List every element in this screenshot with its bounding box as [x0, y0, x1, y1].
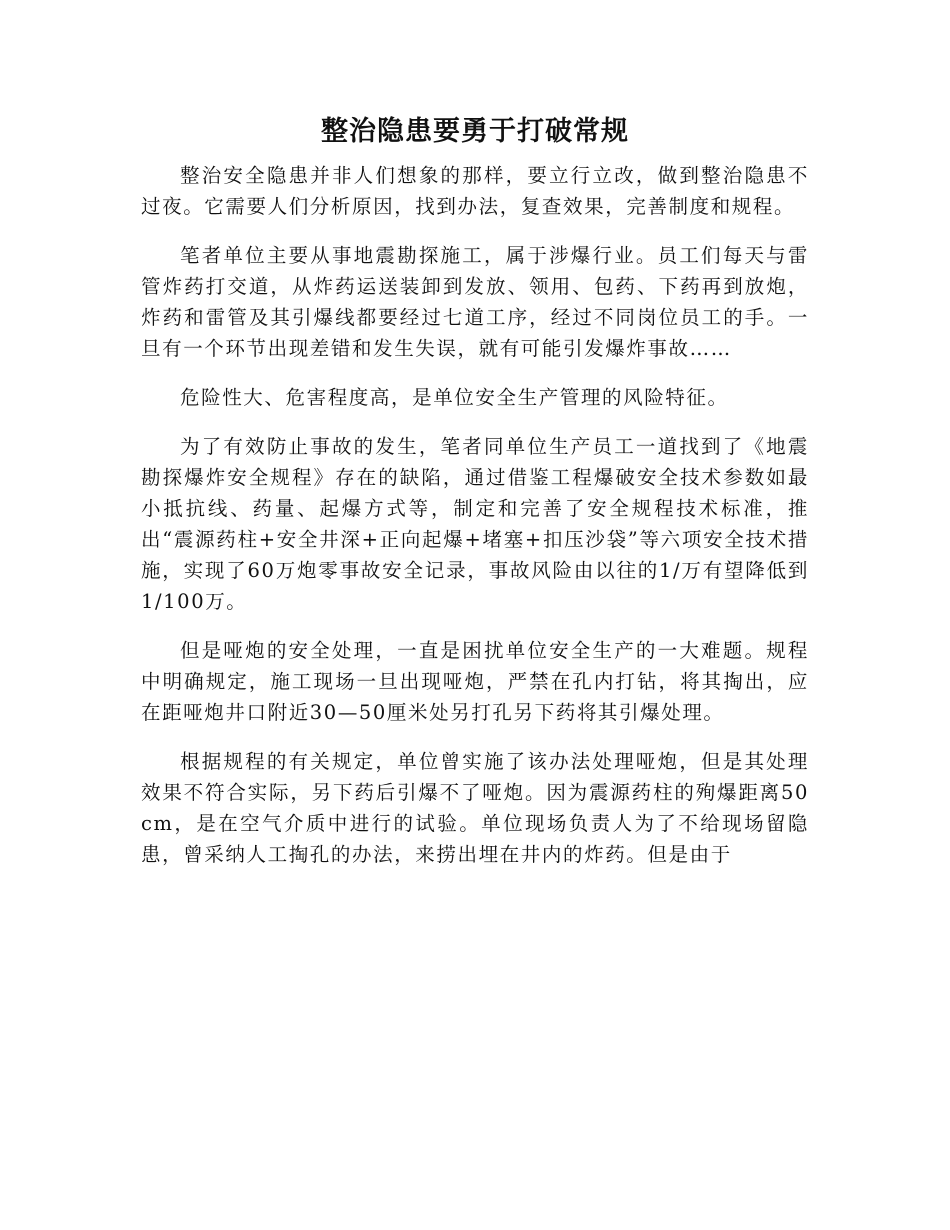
- paragraph-2: 笔者单位主要从事地震勘探施工，属于涉爆行业。员工们每天与雷管炸药打交道，从炸药运送装卸到发放、领用、包药、下药再到放炮，炸药和雷管及其引爆线都要经过七道工序，经过不同岗位员工的手。一旦有一个环节出现差错和发生失误，就有可能引发爆炸事故……: [141, 244, 809, 360]
- paragraph-4: 为了有效防止事故的发生，笔者同单位生产员工一道找到了《地震勘探爆炸安全规程》存在的缺陷，通过借鉴工程爆破安全技术参数如最小抵抗线、药量、起爆方式等，制定和完善了安全规程技术标准，推出“震源药柱+安全井深+正向起爆+堵塞+扣压沙袋”等六项安全技术措施，实现了60万炮零事故安全记录，事故风险由以往的1/万有望降低到1/100万。: [141, 435, 809, 613]
- document-body: [141, 110, 809, 888]
- paragraph-3: 危险性大、危害程度高，是单位安全生产管理的风险特征。: [180, 386, 729, 409]
- paragraph-1: 整治安全隐患并非人们想象的那样，要立行立改，做到整治隐患不过夜。它需要人们分析原因，找到办法，复查效果，完善制度和规程。: [141, 164, 809, 218]
- document-title: 整治隐患要勇于打破常规: [321, 116, 629, 147]
- paragraph-5: 但是哑炮的安全处理，一直是困扰单位安全生产的一大难题。规程中明确规定，施工现场一旦出现哑炮，严禁在孔内打钻，将其掏出，应在距哑炮井口附近30—50厘米处另打孔另下药将其引爆处理。: [141, 639, 809, 724]
- paragraph-6: 根据规程的有关规定，单位曾实施了该办法处理哑炮，但是其处理效果不符合实际，另下药后引爆不了哑炮。因为震源药柱的殉爆距离50cm，是在空气介质中进行的试验。单位现场负责人为了不给现场留隐患，曾采纳人工掏孔的办法，来捞出埋在井内的炸药。但是由于: [141, 750, 809, 866]
